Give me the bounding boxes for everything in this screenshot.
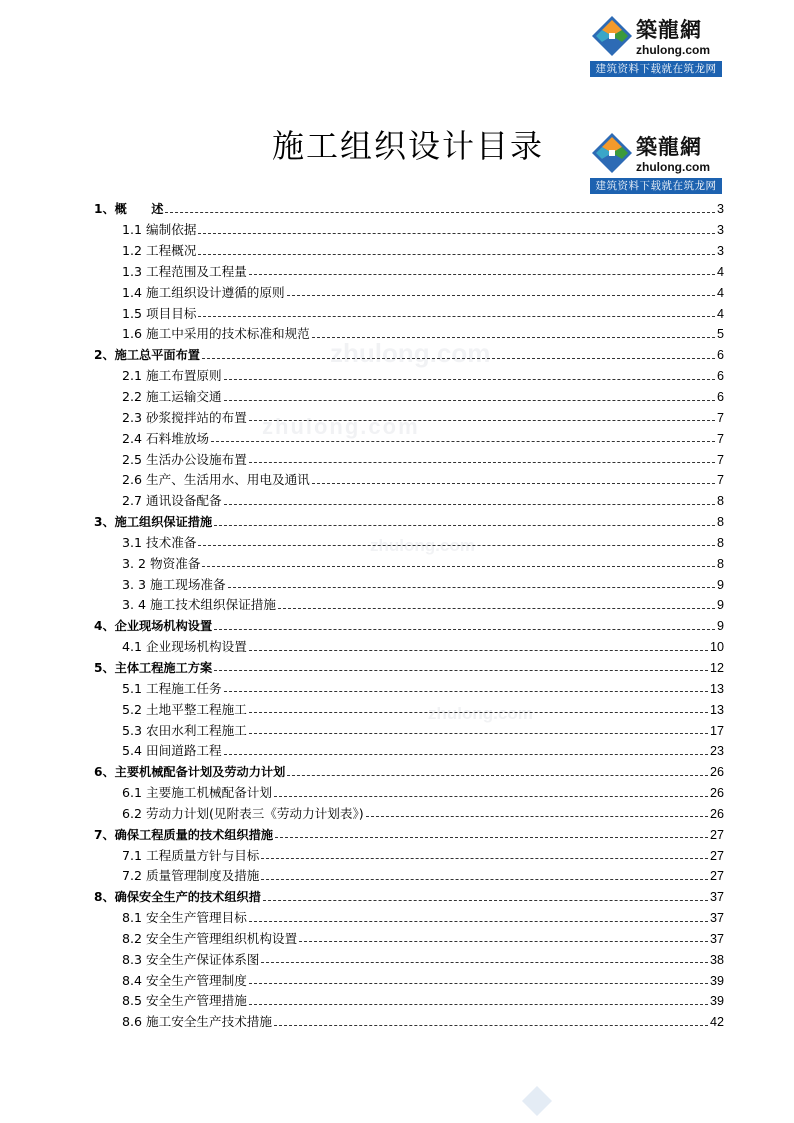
toc-leader-dots <box>202 566 715 567</box>
zhulong-logo-icon <box>592 16 632 56</box>
toc-page-number: 6 <box>716 390 724 405</box>
toc-section-entry[interactable] <box>94 991 724 1012</box>
zhulong-logo-top <box>590 12 722 78</box>
toc-entry-label: 5.2 土地平整工程施工 <box>122 701 247 717</box>
toc-section-entry[interactable] <box>94 282 724 303</box>
toc-chapter-entry[interactable] <box>94 345 724 366</box>
toc-leader-dots <box>224 754 708 755</box>
watermark: zhulong.com <box>262 414 420 439</box>
toc-page-number: 9 <box>716 577 724 592</box>
toc-page-number: 23 <box>709 744 724 759</box>
toc-entry-label: 7.2 质量管理制度及措施 <box>122 868 260 884</box>
toc-leader-dots <box>287 295 715 296</box>
toc-page-number: 27 <box>709 848 724 863</box>
toc-entry-label: 2.3 砂浆搅拌站的布置 <box>122 409 247 425</box>
toc-page-number: 27 <box>709 827 724 842</box>
page-title: 施工组织设计目录 <box>272 127 545 165</box>
toc-leader-dots <box>261 962 708 963</box>
toc-chapter-entry[interactable] <box>94 762 724 783</box>
logo-domain: zhulong.com <box>636 160 710 174</box>
toc-leader-dots <box>312 483 715 484</box>
toc-section-entry[interactable] <box>94 574 724 595</box>
toc-leader-dots <box>228 587 715 588</box>
toc-page-number: 6 <box>716 348 724 363</box>
toc-page-number: 42 <box>709 1015 724 1030</box>
toc-page-number: 26 <box>709 786 724 801</box>
toc-page-number: 7 <box>716 431 724 446</box>
logo-name: 築龍網 <box>636 134 702 159</box>
logo-slogan: 建筑资料下载就在筑龙网 <box>590 61 722 77</box>
toc-leader-dots <box>249 733 708 734</box>
toc-page-number: 13 <box>709 681 724 696</box>
toc-leader-dots <box>198 233 715 234</box>
toc-entry-label: 5.4 田间道路工程 <box>122 743 222 759</box>
toc-section-entry[interactable] <box>94 407 724 428</box>
toc-leader-dots <box>198 316 715 317</box>
toc-page-number: 6 <box>716 369 724 384</box>
toc-leader-dots <box>249 983 708 984</box>
toc-entry-label: 6、主要机械配备计划及劳动力计划 <box>94 765 286 780</box>
toc-entry-label: 8.6 施工安全生产技术措施 <box>122 1014 272 1030</box>
toc-page-number: 8 <box>716 515 724 530</box>
table-of-contents <box>94 199 724 1033</box>
toc-leader-dots <box>261 879 708 880</box>
toc-page-number: 17 <box>709 723 724 738</box>
zhulong-logo-title <box>590 129 722 195</box>
toc-leader-dots <box>165 212 715 213</box>
toc-section-entry[interactable] <box>94 866 724 887</box>
toc-leader-dots <box>263 900 708 901</box>
toc-entry-label: 1.2 工程概况 <box>122 243 197 259</box>
toc-page-number: 37 <box>709 931 724 946</box>
watermark-logo-icon <box>522 1086 552 1116</box>
toc-section-entry[interactable] <box>94 1012 724 1033</box>
toc-leader-dots <box>366 816 708 817</box>
toc-page-number: 4 <box>716 285 724 300</box>
toc-leader-dots <box>312 337 715 338</box>
zhulong-logo-icon <box>592 133 632 173</box>
toc-page-number: 10 <box>709 640 724 655</box>
toc-entry-label: 2.5 生活办公设施布置 <box>122 451 247 467</box>
toc-page-number: 3 <box>716 202 724 217</box>
toc-page-number: 39 <box>709 973 724 988</box>
watermark: zhulong.com <box>428 704 533 723</box>
toc-section-entry[interactable] <box>94 220 724 241</box>
toc-entry-label: 1.6 施工中采用的技术标准和规范 <box>122 326 310 342</box>
toc-section-entry[interactable] <box>94 720 724 741</box>
toc-leader-dots <box>249 462 715 463</box>
toc-leader-dots <box>274 1025 708 1026</box>
toc-section-entry[interactable] <box>94 803 724 824</box>
toc-section-entry[interactable] <box>94 845 724 866</box>
toc-entry-label: 8.3 安全生产保证体系图 <box>122 951 260 967</box>
toc-section-entry[interactable] <box>94 741 724 762</box>
toc-section-entry[interactable] <box>94 262 724 283</box>
toc-page-number: 4 <box>716 306 724 321</box>
toc-leader-dots <box>249 1004 708 1005</box>
logo-domain: zhulong.com <box>636 43 710 57</box>
toc-section-entry[interactable] <box>94 637 724 658</box>
toc-chapter-entry[interactable] <box>94 199 724 220</box>
toc-page-number: 7 <box>716 473 724 488</box>
toc-page-number: 37 <box>709 890 724 905</box>
toc-page-number: 37 <box>709 911 724 926</box>
toc-leader-dots <box>249 712 708 713</box>
toc-entry-label: 8、确保安全生产的技术组织措 <box>94 890 261 905</box>
toc-section-entry[interactable] <box>94 324 724 345</box>
toc-leader-dots <box>249 921 708 922</box>
toc-page-number: 12 <box>709 660 724 675</box>
toc-leader-dots <box>198 545 715 546</box>
toc-section-entry[interactable] <box>94 303 724 324</box>
toc-section-entry[interactable] <box>94 533 724 554</box>
toc-page-number: 38 <box>709 952 724 967</box>
toc-chapter-entry[interactable] <box>94 616 724 637</box>
toc-page-number: 9 <box>716 619 724 634</box>
toc-chapter-entry[interactable] <box>94 658 724 679</box>
toc-page-number: 4 <box>716 264 724 279</box>
toc-section-entry[interactable] <box>94 929 724 950</box>
toc-entry-label: 8.4 安全生产管理制度 <box>122 972 247 988</box>
watermark: zhulong.com <box>330 338 491 368</box>
toc-leader-dots <box>274 796 708 797</box>
toc-entry-label: 6.2 劳动力计划(见附表三《劳动力计划表》) <box>122 805 364 821</box>
toc-page-number: 13 <box>709 702 724 717</box>
toc-page-number: 8 <box>716 535 724 550</box>
toc-entry-label: 2.7 通讯设备配备 <box>122 493 222 509</box>
toc-page-number: 5 <box>716 327 724 342</box>
toc-entry-label: 7、确保工程质量的技术组织措施 <box>94 827 274 842</box>
toc-entry-label: 3. 4 施工技术组织保证措施 <box>122 597 276 613</box>
toc-leader-dots <box>249 420 715 421</box>
toc-entry-label: 7.1 工程质量方针与目标 <box>122 847 260 863</box>
toc-entry-label: 1、概 述 <box>94 202 164 217</box>
toc-section-entry[interactable] <box>94 783 724 804</box>
toc-entry-label: 1.5 项目目标 <box>122 305 197 321</box>
toc-page-number: 8 <box>716 494 724 509</box>
toc-page-number: 27 <box>709 869 724 884</box>
toc-entry-label: 1.3 工程范围及工程量 <box>122 263 247 279</box>
toc-section-entry[interactable] <box>94 366 724 387</box>
toc-leader-dots <box>287 775 708 776</box>
toc-entry-label: 2.2 施工运输交通 <box>122 389 222 405</box>
toc-entry-label: 1.1 编制依据 <box>122 222 197 238</box>
toc-leader-dots <box>275 837 708 838</box>
toc-page-number: 26 <box>709 806 724 821</box>
toc-leader-dots <box>224 400 715 401</box>
toc-entry-label: 8.5 安全生产管理措施 <box>122 993 247 1009</box>
toc-leader-dots <box>214 525 715 526</box>
toc-leader-dots <box>299 941 708 942</box>
toc-entry-label: 8.1 安全生产管理目标 <box>122 910 247 926</box>
toc-entry-label: 2、施工总平面布置 <box>94 348 200 363</box>
toc-entry-label: 1.4 施工组织设计遵循的原则 <box>122 284 285 300</box>
toc-entry-label: 3、施工组织保证措施 <box>94 515 213 530</box>
toc-entry-label: 5、主体工程施工方案 <box>94 660 213 675</box>
toc-leader-dots <box>224 379 715 380</box>
toc-section-entry[interactable] <box>94 678 724 699</box>
toc-entry-label: 3. 2 物资准备 <box>122 555 201 571</box>
toc-entry-label: 2.6 生产、生活用水、用电及通讯 <box>122 472 310 488</box>
toc-page-number: 8 <box>716 556 724 571</box>
toc-entry-label: 5.3 农田水利工程施工 <box>122 722 247 738</box>
toc-section-entry[interactable] <box>94 241 724 262</box>
toc-entry-label: 2.4 石料堆放场 <box>122 430 210 446</box>
toc-page-number: 39 <box>709 994 724 1009</box>
toc-section-entry[interactable] <box>94 949 724 970</box>
watermark: zhulong.com <box>370 536 475 555</box>
toc-entry-label: 5.1 工程施工任务 <box>122 680 222 696</box>
toc-leader-dots <box>261 858 708 859</box>
toc-leader-dots <box>224 504 715 505</box>
toc-leader-dots <box>202 358 715 359</box>
toc-leader-dots <box>278 608 715 609</box>
toc-page-number: 9 <box>716 598 724 613</box>
toc-leader-dots <box>214 629 715 630</box>
toc-entry-label: 6.1 主要施工机械配备计划 <box>122 785 272 801</box>
toc-chapter-entry[interactable] <box>94 512 724 533</box>
toc-section-entry[interactable] <box>94 387 724 408</box>
toc-leader-dots <box>214 670 708 671</box>
toc-leader-dots <box>224 691 708 692</box>
toc-page-number: 26 <box>709 765 724 780</box>
toc-chapter-entry[interactable] <box>94 887 724 908</box>
toc-section-entry[interactable] <box>94 908 724 929</box>
toc-section-entry[interactable] <box>94 595 724 616</box>
toc-section-entry[interactable] <box>94 428 724 449</box>
toc-leader-dots <box>249 650 708 651</box>
toc-entry-label: 2.1 施工布置原则 <box>122 368 222 384</box>
toc-entry-label: 3. 3 施工现场准备 <box>122 576 226 592</box>
toc-section-entry[interactable] <box>94 470 724 491</box>
toc-leader-dots <box>211 441 715 442</box>
toc-leader-dots <box>249 274 715 275</box>
toc-section-entry[interactable] <box>94 449 724 470</box>
toc-section-entry[interactable] <box>94 699 724 720</box>
toc-entry-label: 3.1 技术准备 <box>122 534 197 550</box>
toc-section-entry[interactable] <box>94 553 724 574</box>
toc-entry-label: 8.2 安全生产管理组织机构设置 <box>122 930 298 946</box>
toc-page-number: 7 <box>716 452 724 467</box>
toc-page-number: 7 <box>716 410 724 425</box>
logo-slogan: 建筑资料下载就在筑龙网 <box>590 178 722 194</box>
toc-entry-label: 4.1 企业现场机构设置 <box>122 639 247 655</box>
toc-section-entry[interactable] <box>94 491 724 512</box>
logo-name: 築龍網 <box>636 17 702 42</box>
toc-page-number: 3 <box>716 244 724 259</box>
toc-page-number: 3 <box>716 223 724 238</box>
toc-leader-dots <box>198 254 715 255</box>
toc-entry-label: 4、企业现场机构设置 <box>94 619 213 634</box>
toc-section-entry[interactable] <box>94 970 724 991</box>
toc-chapter-entry[interactable] <box>94 824 724 845</box>
